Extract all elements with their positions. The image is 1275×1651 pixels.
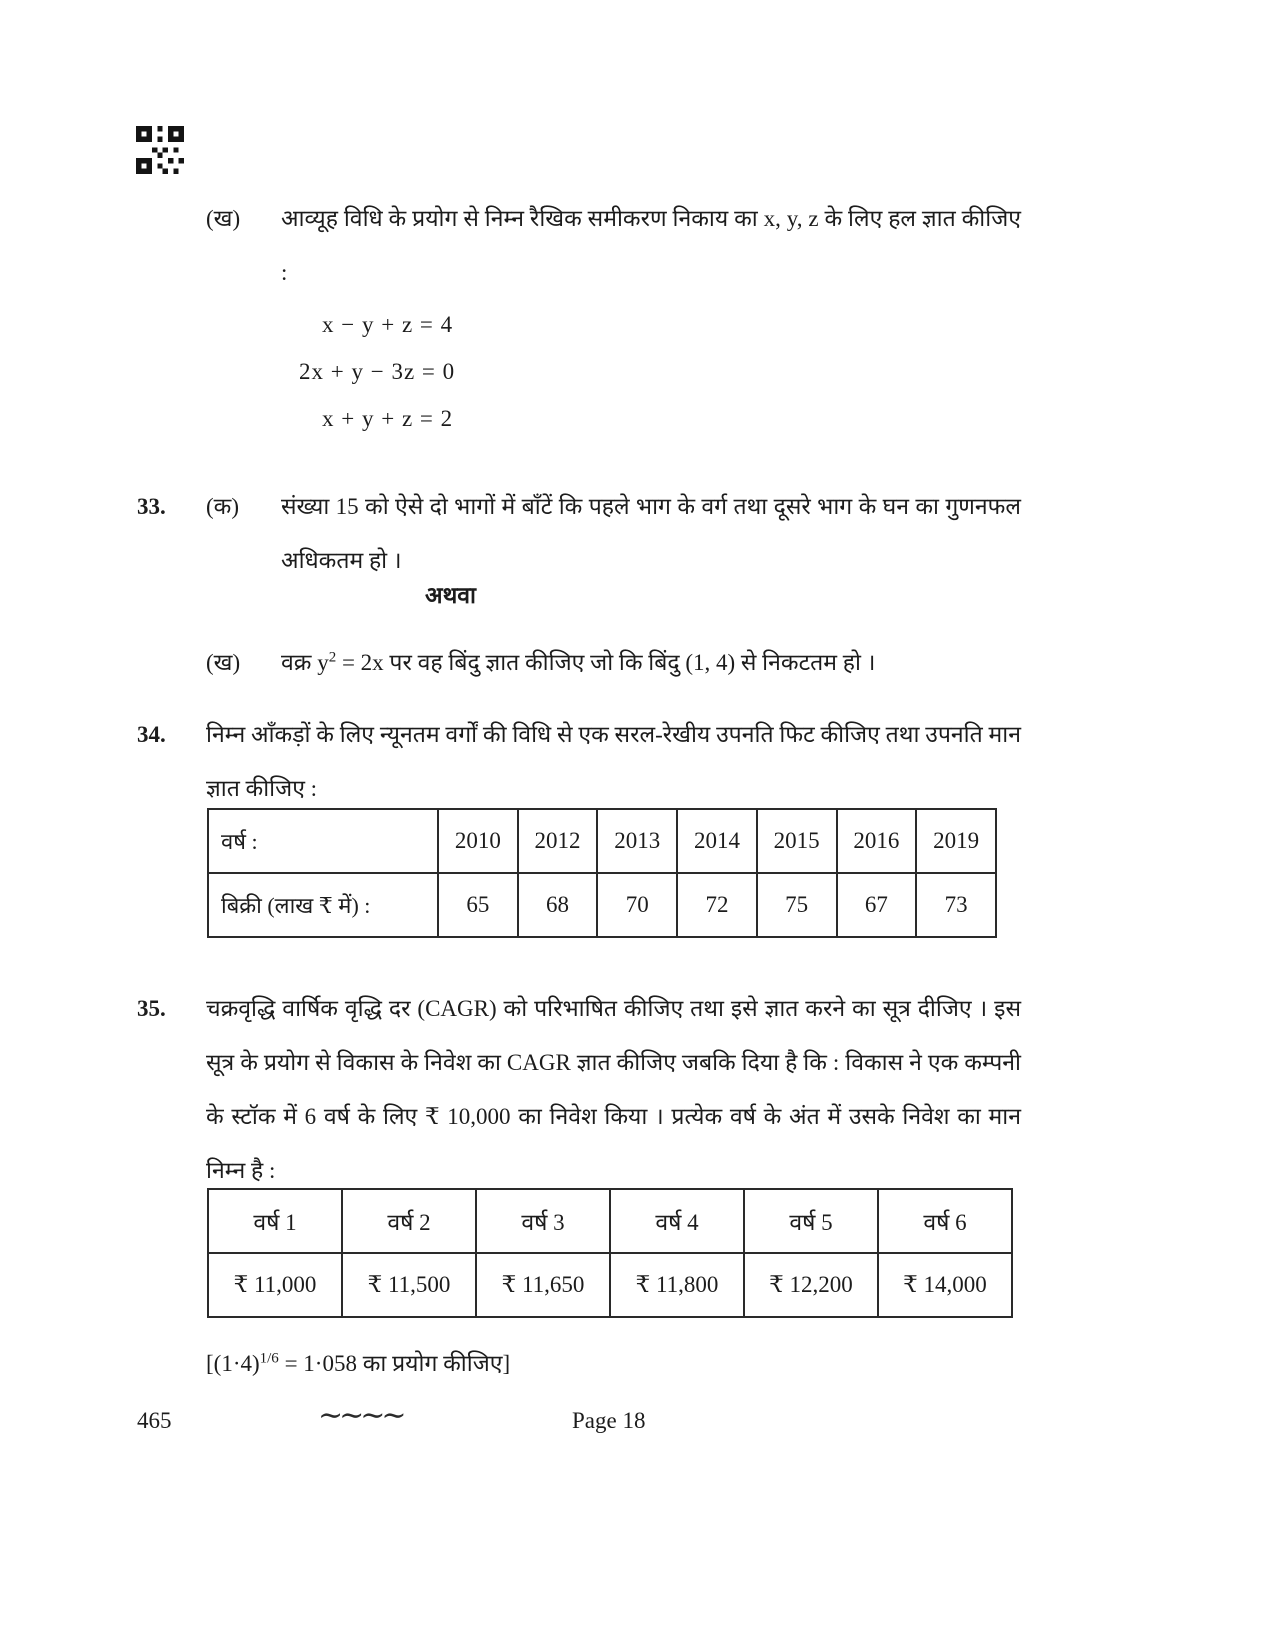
investment-table <box>207 1188 1013 1318</box>
table-cell: ₹ 11,500 <box>342 1253 476 1317</box>
hint-note <box>206 1346 510 1378</box>
question-number-34: 34. <box>137 722 166 747</box>
q33-part-a-label: (क) <box>206 494 239 519</box>
qr-code-icon <box>136 126 184 174</box>
table-cell: 72 <box>677 873 757 937</box>
table-header-cell: वर्ष 2 <box>342 1189 476 1253</box>
equation-1: x − y + z = 4 <box>322 312 454 337</box>
paper-code: 465 <box>137 1408 172 1433</box>
table-cell: 65 <box>438 873 518 937</box>
table-row <box>208 873 996 937</box>
q33-part-b-label: (ख) <box>206 650 241 675</box>
q33-part-b-pre: वक्र y <box>281 650 329 675</box>
row-header-sales: बिक्री (लाख ₹ में) : <box>208 873 438 937</box>
q33-part-a-text: संख्या 15 को ऐसे दो भागों में बाँटें कि पहले भाग के वर्ग तथा दूसरे भाग के घन का गुणनफल अधिकतम हो । <box>281 494 1021 573</box>
table-row <box>208 809 996 873</box>
table-row <box>208 1189 1012 1253</box>
table-cell: 75 <box>757 873 837 937</box>
table-cell: 2016 <box>837 809 917 873</box>
table-row <box>208 1253 1012 1317</box>
table-header-cell: वर्ष 6 <box>878 1189 1012 1253</box>
q35-text: चक्रवृद्धि वार्षिक वृद्धि दर (CAGR) को परिभाषित कीजिए तथा इसे ज्ञात करने का सूत्र दीजिए । इस सूत्र के प्रयोग से विकास के निवेश का CAGR ज्ञात कीजिए जबकि दिया है कि : विकास ने एक कम्पनी के स्टॉक में 6 वर्ष के लिए ₹ 10,000 का निवेश किया । प्रत्येक वर्ष के अंत में उसके निवेश का मान निम्न है : <box>206 996 1021 1183</box>
table-cell: ₹ 11,650 <box>476 1253 610 1317</box>
table-header-cell: वर्ष 5 <box>744 1189 878 1253</box>
table-cell: 2019 <box>916 809 996 873</box>
table-cell: 67 <box>837 873 917 937</box>
equation-2: 2x + y − 3z = 0 <box>299 359 456 384</box>
table-cell: 2014 <box>677 809 757 873</box>
hint-note-pre: [(1·4) <box>206 1351 260 1376</box>
table-cell: ₹ 12,200 <box>744 1253 878 1317</box>
table-cell: 2015 <box>757 809 837 873</box>
equation-3: x + y + z = 2 <box>322 406 454 431</box>
table-cell: 70 <box>597 873 677 937</box>
question-number-35: 35. <box>137 996 166 1021</box>
table-header-cell: वर्ष 1 <box>208 1189 342 1253</box>
q33-part-b-text <box>281 636 1021 690</box>
hint-note-post: = 1·058 का प्रयोग कीजिए] <box>278 1351 511 1376</box>
q34-text: निम्न आँकड़ों के लिए न्यूनतम वर्गों की विधि से एक सरल-रेखीय उपनति फिट कीजिए तथा उपनति मान ज्ञात कीजिए : <box>206 722 1021 801</box>
table-cell: ₹ 11,800 <box>610 1253 744 1317</box>
question-number-33: 33. <box>137 494 166 519</box>
table-header-cell: वर्ष 4 <box>610 1189 744 1253</box>
table-cell: 68 <box>518 873 598 937</box>
row-header-year: वर्ष : <box>208 809 438 873</box>
q33-part-b-post: = 2x पर वह बिंदु ज्ञात कीजिए जो कि बिंदु (1, 4) से निकटतम हो । <box>336 650 876 675</box>
table-cell: 2013 <box>597 809 677 873</box>
or-separator: अथवा <box>425 583 477 608</box>
table-cell: 73 <box>916 873 996 937</box>
part-b-text: आव्यूह विधि के प्रयोग से निम्न रैखिक समीकरण निकाय का x, y, z के लिए हल ज्ञात कीजिए : <box>281 206 1021 285</box>
table-header-cell: वर्ष 3 <box>476 1189 610 1253</box>
page-number: Page 18 <box>572 1408 646 1433</box>
hint-note-superscript: 1/6 <box>259 1350 279 1367</box>
table-cell: ₹ 14,000 <box>878 1253 1012 1317</box>
sales-year-table <box>207 808 997 938</box>
table-cell: ₹ 11,000 <box>208 1253 342 1317</box>
part-b-label: (ख) <box>206 206 241 231</box>
squiggle-mark: ∼∼∼∼ <box>318 1399 403 1432</box>
q33-part-b-superscript: 2 <box>328 649 337 666</box>
table-cell: 2010 <box>438 809 518 873</box>
table-cell: 2012 <box>518 809 598 873</box>
